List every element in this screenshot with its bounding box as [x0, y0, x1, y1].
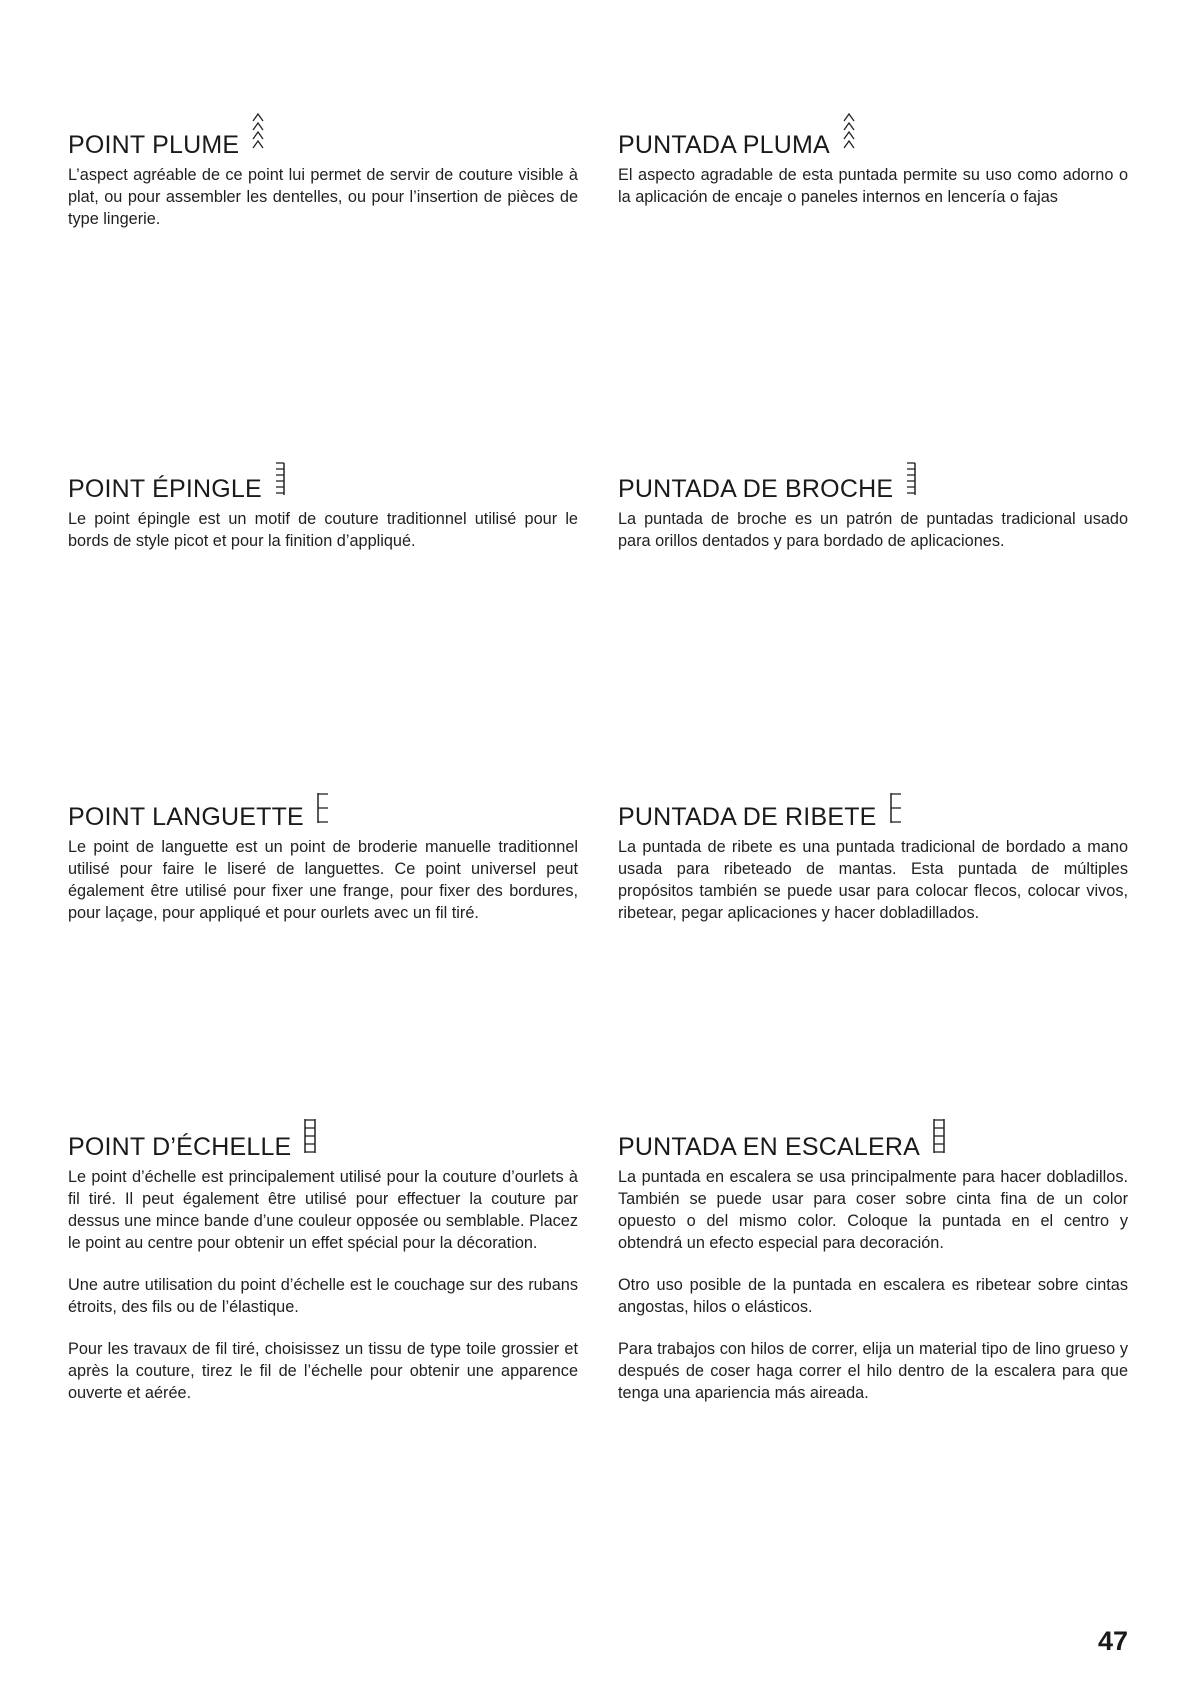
section-paragraph: Otro uso posible de la puntada en escalera es ribetear sobre cintas angostas, hilos o elásticos. [618, 1276, 1128, 1316]
section-paragraph: Le point d’échelle est principalement utilisé pour la couture d’ourlets à fil tiré. Il peut également être utilisé pour effectuer la couture par dessus une mince bande d’une couleur opposée ou semblable. Placez le point au centre pour obtenir un effet spécial pour la décoration. [68, 1168, 578, 1252]
section-heading [68, 454, 578, 502]
pin-stitch-icon [905, 462, 917, 501]
section-point-languette [68, 782, 578, 944]
blanket-stitch-icon [316, 792, 330, 829]
section-paragraph: Une autre utilisation du point d’échelle est le couchage sur des rubans étroits, des fils ou de l’élastique. [68, 1276, 578, 1316]
section-title: POINT LANGUETTE [68, 803, 304, 831]
section-title: POINT D’ÉCHELLE [68, 1133, 292, 1161]
section-heading [618, 110, 1128, 158]
section-paragraph: Para trabajos con hilos de correr, elija un material tipo de lino grueso y después de coser haga correr el hilo dentro de la escalera para que tenga una apariencia más aireada. [618, 1340, 1128, 1402]
section-heading [68, 782, 578, 830]
section-heading [618, 782, 1128, 830]
ladder-stitch-icon [303, 1118, 317, 1159]
section-paragraph: La puntada en escalera se usa principalmente para hacer dobladillos. También se puede usar para coser sobre cinta fina de un color opuesto o del mismo color. Coloque la puntada en el centro y obtendrá un efecto especial para decoración. [618, 1168, 1128, 1252]
feather-stitch-icon [251, 112, 265, 157]
section-heading [68, 1112, 578, 1160]
section-puntada-en-escalera [618, 1112, 1128, 1424]
feather-stitch-icon [842, 112, 856, 157]
blanket-stitch-icon [889, 792, 903, 829]
section-paragraph: L’aspect agréable de ce point lui permet de servir de couture visible à plat, ou pour assembler les dentelles, ou pour l’insertion de pièces de type lingerie. [68, 166, 578, 228]
section-puntada-de-ribete [618, 782, 1128, 944]
section-title: PUNTADA DE BROCHE [618, 475, 894, 503]
section-paragraph: Le point épingle est un motif de couture traditionnel utilisé pour le bords de style picot et pour la finition d’appliqué. [68, 510, 578, 550]
section-title: PUNTADA DE RIBETE [618, 803, 877, 831]
ladder-stitch-icon [932, 1118, 946, 1159]
section-point-plume [68, 110, 578, 250]
section-paragraph: Pour les travaux de fil tiré, choisissez un tissu de type toile grossier et après la couture, tirez le fil de l’échelle pour obtenir une apparence ouverte et aérée. [68, 1340, 578, 1402]
section-paragraph: Le point de languette est un point de broderie manuelle traditionnel utilisé pour faire le liseré de languettes. Ce point universel peut également être utilisé pour fixer une frange, pour fixer des bordures, pour laçage, pour appliqué et pour ourlets avec un fil tiré. [68, 838, 578, 922]
section-heading [618, 454, 1128, 502]
section-title: PUNTADA PLUMA [618, 131, 830, 159]
section-point-dechelle [68, 1112, 578, 1424]
section-paragraph: La puntada de broche es un patrón de puntadas tradicional usado para orillos dentados y para bordado de aplicaciones. [618, 510, 1128, 550]
page-number: 47 [1097, 1626, 1128, 1656]
section-puntada-de-broche [618, 454, 1128, 572]
section-heading [618, 1112, 1128, 1160]
section-paragraph: La puntada de ribete es una puntada tradicional de bordado a mano usada para ribeteado de mantas. Esta puntada de múltiples propósitos también se puede usar para colocar flecos, colocar vivos, ribetear, pegar aplicaciones y hacer dobladillados. [618, 838, 1128, 922]
section-paragraph: El aspecto agradable de esta puntada permite su uso como adorno o la aplicación de encaje o paneles internos en lencería o fajas [618, 166, 1128, 206]
section-puntada-pluma [618, 110, 1128, 228]
section-title: POINT PLUME [68, 131, 240, 159]
section-title: PUNTADA EN ESCALERA [618, 1133, 921, 1161]
section-point-epingle [68, 454, 578, 572]
pin-stitch-icon [274, 462, 286, 501]
section-heading [68, 110, 578, 158]
section-title: POINT ÉPINGLE [68, 475, 262, 503]
